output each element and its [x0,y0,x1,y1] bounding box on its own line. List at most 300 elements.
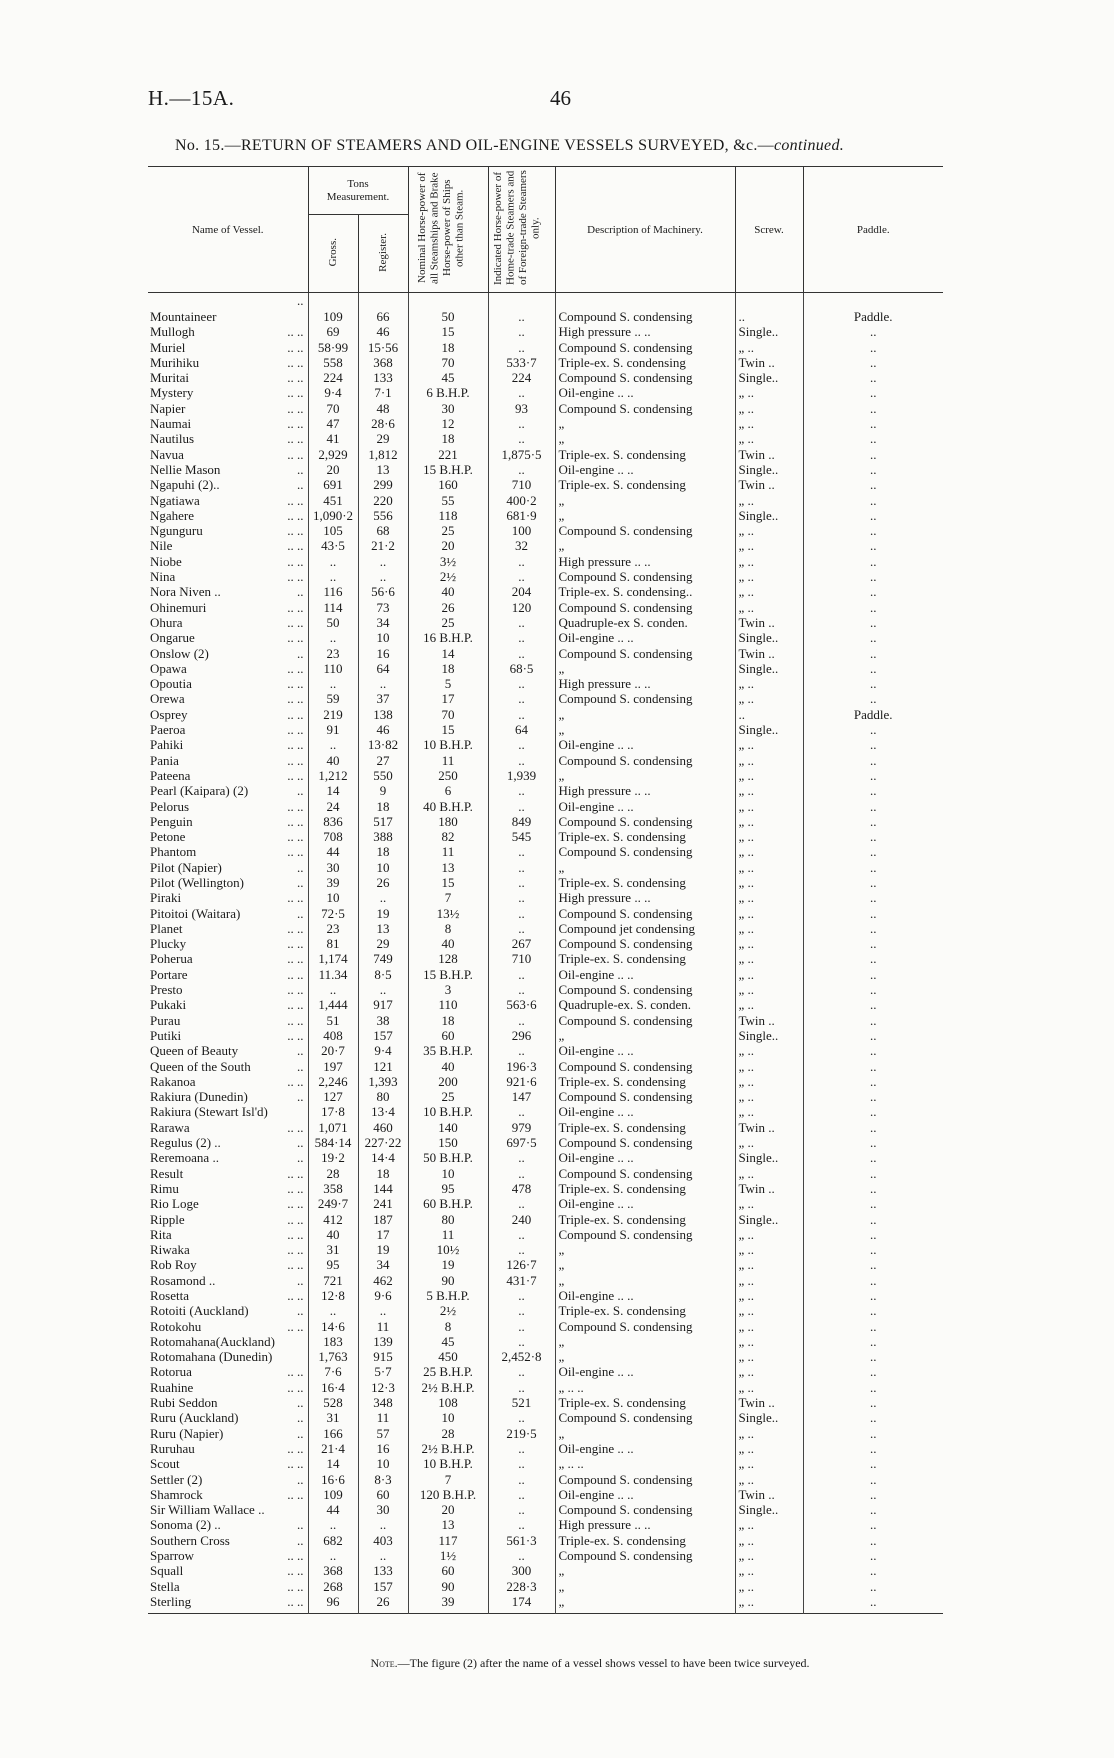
gross-tons: 408 [308,1028,358,1043]
screw-type: „ .. [735,890,803,905]
screw-type: „ .. [735,967,803,982]
register-tons: 9 [358,783,408,798]
machinery-description: Compound S. condensing [555,906,735,921]
screw-type: „ .. [735,1594,803,1614]
machinery-description: Compound S. condensing [555,1502,735,1517]
screw-type: „ .. [735,844,803,859]
register-tons: 73 [358,600,408,615]
indicated-hp: .. [488,554,555,569]
register-tons: 46 [358,324,408,339]
machinery-description: High pressure .. .. [555,676,735,691]
table-row [148,1517,943,1532]
vessel-name: Nautilus .. .. [150,431,304,447]
screw-type: „ .. [735,1089,803,1104]
indicated-hp: 431·7 [488,1273,555,1288]
indicated-hp: 100 [488,523,555,538]
vessel-name: Rosamond .. .. [150,1272,304,1288]
machinery-description: Compound S. condensing [555,401,735,416]
leader-dots: .. .. [287,1318,304,1334]
table-row [148,508,943,523]
gross-tons: 47 [308,416,358,431]
gross-tons: 40 [308,753,358,768]
paddle-type: .. [803,554,943,569]
register-tons: 121 [358,1059,408,1074]
paddle-type: .. [803,1380,943,1395]
register-tons: 19 [358,1242,408,1257]
leader-dots: .. .. [287,829,304,845]
screw-type: „ .. [735,1227,803,1242]
register-tons: 10 [358,860,408,875]
vessel-name: Ruru (Auckland) .. [150,1410,304,1426]
machinery-description: „ [555,1426,735,1441]
table-row [148,1150,943,1165]
table-row [148,737,943,752]
machinery-description: Compound S. condensing [555,293,735,325]
vessel-name: Ongarue .. .. [150,630,304,646]
machinery-description: Quadruple-ex. S. conden. [555,997,735,1012]
leader-dots: .. .. [287,354,304,370]
register-tons: 13 [358,921,408,936]
col-header-tons: Tons Measurement. [308,167,408,215]
machinery-description: Compound S. condensing [555,982,735,997]
machinery-description: Triple-ex. S. condensing [555,1120,735,1135]
machinery-description: Compound S. condensing [555,1319,735,1334]
screw-type: Single.. [735,1502,803,1517]
leader-dots: .. .. [287,1486,304,1502]
gross-tons: .. [308,737,358,752]
register-tons: 34 [358,615,408,630]
nominal-hp: 200 [408,1074,488,1089]
table-row [148,814,943,829]
table-row [148,829,943,844]
leader-dots: .. .. [287,722,304,738]
register-tons: 66 [358,293,408,325]
machinery-description: Triple-ex. S. condensing [555,951,735,966]
register-tons: 19 [358,906,408,921]
leader-dots: .. .. [287,890,304,906]
leader-dots: .. .. [287,324,304,340]
leader-dots: .. .. [287,1211,304,1227]
leader-dots: .. .. [287,1364,304,1380]
leader-dots: .. .. [287,676,304,692]
indicated-hp: 174 [488,1594,555,1614]
vessel-name: Rio Loge .. .. [150,1196,304,1212]
machinery-description: Oil-engine .. .. [555,1487,735,1502]
leader-dots: .. .. [287,1196,304,1212]
indicated-hp: 300 [488,1563,555,1578]
screw-type: „ .. [735,1548,803,1563]
indicated-hp: .. [488,1456,555,1471]
screw-type: „ .. [735,385,803,400]
vessel-name: Pelorus .. .. [150,798,304,814]
machinery-description: „ [555,1257,735,1272]
machinery-description: „ [555,860,735,875]
screw-type: .. [735,293,803,325]
indicated-hp: 561·3 [488,1533,555,1548]
screw-type: „ .. [735,600,803,615]
table-row [148,554,943,569]
vessel-name: Muritai .. .. [150,370,304,386]
vessel-name: Phantom .. .. [150,844,304,860]
machinery-description: Triple-ex. S. condensing [555,1303,735,1318]
screw-type: Twin .. [735,447,803,462]
indicated-hp: .. [488,982,555,997]
gross-tons: 44 [308,844,358,859]
vessel-name: Pahiki .. .. [150,737,304,753]
leader-dots: .. .. [287,1563,304,1579]
indicated-hp: 224 [488,370,555,385]
register-tons: 27 [358,753,408,768]
table-row [148,1242,943,1257]
nominal-hp: 12 [408,416,488,431]
table-row [148,1380,943,1395]
register-tons: 388 [358,829,408,844]
paddle-type: .. [803,936,943,951]
register-tons: .. [358,1517,408,1532]
vessel-name: Mystery .. .. [150,385,304,401]
paddle-type: .. [803,1517,943,1532]
paddle-type: .. [803,844,943,859]
paddle-type: .. [803,967,943,982]
screw-type: Single.. [735,508,803,523]
leader-dots: .. .. [287,844,304,860]
indicated-hp: 710 [488,951,555,966]
leader-dots: .. .. [287,997,304,1013]
vessel-name: Nora Niven .. .. [150,584,304,600]
table-row [148,768,943,783]
machinery-description: Oil-engine .. .. [555,1104,735,1119]
register-tons: 11 [358,1410,408,1425]
paddle-type: .. [803,1349,943,1364]
vessel-name: Rotoiti (Auckland) .. [150,1303,304,1319]
nominal-hp: 70 [408,355,488,370]
machinery-description: Compound jet condensing [555,921,735,936]
indicated-hp: .. [488,799,555,814]
paddle-type: .. [803,1288,943,1303]
gross-tons: .. [308,1517,358,1532]
table-row [148,707,943,722]
indicated-hp: 1,939 [488,768,555,783]
gross-tons: 40 [308,1227,358,1242]
vessel-name: Riwaka .. .. [150,1242,304,1258]
gross-tons: .. [308,630,358,645]
gross-tons: 31 [308,1242,358,1257]
vessel-name: Pilot (Wellington) .. [150,874,304,890]
nominal-hp: 128 [408,951,488,966]
register-tons: 46 [358,722,408,737]
page-number: 46 [550,86,571,110]
indicated-hp: 126·7 [488,1257,555,1272]
leader-dots: .. [297,1303,304,1319]
gross-tons: 127 [308,1089,358,1104]
gross-tons: 219 [308,707,358,722]
machinery-description: „ .. .. [555,1456,735,1471]
indicated-hp: .. [488,906,555,921]
nominal-hp: 39 [408,1594,488,1614]
indicated-hp: 710 [488,477,555,492]
leader-dots: .. [297,584,304,600]
vessel-name: Ngunguru .. .. [150,523,304,539]
register-tons: 18 [358,844,408,859]
leader-dots: .. .. [287,691,304,707]
machinery-description: „ [555,431,735,446]
gross-tons: 14·6 [308,1319,358,1334]
indicated-hp: 521 [488,1395,555,1410]
screw-type: „ .. [735,799,803,814]
machinery-description: Oil-engine .. .. [555,799,735,814]
gross-tons: 558 [308,355,358,370]
vessel-name: Rotomahana (Dunedin) [150,1349,273,1365]
machinery-description: Triple-ex. S. condensing [555,875,735,890]
screw-type: Twin .. [735,1181,803,1196]
nominal-hp: 2½ [408,1303,488,1318]
machinery-description: „ [555,1563,735,1578]
machinery-description: Triple-ex. S. condensing [555,1181,735,1196]
nominal-hp: 6 [408,783,488,798]
col-header-description: Description of Machinery. [555,167,735,293]
vessel-name: Opawa .. .. [150,660,304,676]
register-tons: 138 [358,707,408,722]
machinery-description: „ [555,1594,735,1614]
gross-tons: 110 [308,661,358,676]
gross-tons: .. [308,676,358,691]
nominal-hp: 45 [408,1334,488,1349]
screw-type: Twin .. [735,1487,803,1502]
paddle-type: .. [803,1028,943,1043]
leader-dots: .. .. [287,1257,304,1273]
leader-dots: .. .. [287,982,304,998]
gross-tons: 70 [308,401,358,416]
machinery-description: Compound S. condensing [555,370,735,385]
indicated-hp: .. [488,1472,555,1487]
leader-dots: .. .. [287,1226,304,1242]
screw-type: „ .. [735,737,803,752]
leader-dots: .. .. [287,1012,304,1028]
nominal-hp: 70 [408,707,488,722]
indicated-hp: .. [488,385,555,400]
paddle-type: .. [803,1120,943,1135]
col-header-gross: Gross. [308,215,358,293]
leader-dots: .. .. [287,767,304,783]
nominal-hp: 28 [408,1426,488,1441]
nominal-hp: 10 B.H.P. [408,1456,488,1471]
register-tons: 13·4 [358,1104,408,1119]
gross-tons: 1,090·2 [308,508,358,523]
screw-type: „ .. [735,982,803,997]
paddle-type: .. [803,1059,943,1074]
screw-type: „ .. [735,1426,803,1441]
nominal-hp: 19 [408,1257,488,1272]
table-row [148,1120,943,1135]
leader-dots: .. [297,1150,304,1166]
gross-tons: 19·2 [308,1150,358,1165]
screw-type: „ .. [735,1349,803,1364]
nominal-hp: 25 [408,1089,488,1104]
screw-type: Twin .. [735,1120,803,1135]
leader-dots: .. .. [287,813,304,829]
nominal-hp: 60 [408,1563,488,1578]
table-row [148,1319,943,1334]
gross-tons: 584·14 [308,1135,358,1150]
leader-dots: .. .. [287,1119,304,1135]
vessel-name: Naumai .. .. [150,416,304,432]
machinery-description: Compound S. condensing [555,691,735,706]
screw-type: „ .. [735,1257,803,1272]
nominal-hp: 60 [408,1028,488,1043]
nominal-hp: 18 [408,661,488,676]
leader-dots: .. .. [287,798,304,814]
machinery-description: Oil-engine .. .. [555,462,735,477]
screw-type: „ .. [735,431,803,446]
register-tons: 30 [358,1502,408,1517]
paddle-type: .. [803,477,943,492]
title-continued: continued. [773,137,845,154]
indicated-hp: .. [488,1043,555,1058]
table-row [148,401,943,416]
gross-tons: 1,174 [308,951,358,966]
indicated-hp: .. [488,1150,555,1165]
machinery-description: „ [555,538,735,553]
screw-type: „ .. [735,1380,803,1395]
indicated-hp: .. [488,1227,555,1242]
machinery-description: Quadruple-ex S. conden. [555,615,735,630]
table-row [148,722,943,737]
gross-tons: 59 [308,691,358,706]
register-tons: .. [358,982,408,997]
vessel-name: Mountaineer .. [150,293,304,324]
screw-type: Single.. [735,370,803,385]
vessel-name: Rotomahana(Auckland) [150,1333,275,1349]
machinery-description: „ .. .. [555,1380,735,1395]
leader-dots: .. .. [287,1456,304,1472]
gross-tons: 23 [308,646,358,661]
paddle-type: .. [803,508,943,523]
leader-dots: .. [297,1532,304,1548]
leader-dots: .. [297,874,304,890]
register-tons: 16 [358,1441,408,1456]
gross-tons: 109 [308,1487,358,1502]
table-row [148,1074,943,1089]
machinery-description: Oil-engine .. .. [555,1364,735,1379]
leader-dots: .. .. [287,1027,304,1043]
screw-type: „ .. [735,569,803,584]
table-row [148,355,943,370]
leader-dots: .. .. [287,706,304,722]
table-row [148,890,943,905]
nominal-hp: 15 B.H.P. [408,967,488,982]
register-tons: 9·6 [358,1288,408,1303]
machinery-description: Compound S. condensing [555,1135,735,1150]
table-row [148,569,943,584]
machinery-description: Triple-ex. S. condensing [555,1533,735,1548]
table-row [148,1273,943,1288]
machinery-description: Oil-engine .. .. [555,1441,735,1456]
col-header-register: Register. [358,215,408,293]
indicated-hp: .. [488,707,555,722]
table-row [148,1227,943,1242]
gross-tons: 44 [308,1502,358,1517]
indicated-hp: .. [488,1166,555,1181]
paddle-type: .. [803,1410,943,1425]
indicated-hp: 2,452·8 [488,1349,555,1364]
nominal-hp: 160 [408,477,488,492]
register-tons: 13·82 [358,737,408,752]
gross-tons: 2,246 [308,1074,358,1089]
register-tons: 57 [358,1426,408,1441]
leader-dots: .. .. [287,446,304,462]
paddle-type: .. [803,1104,943,1119]
paddle-type: .. [803,737,943,752]
nominal-hp: 221 [408,447,488,462]
table-row [148,982,943,997]
table-row [148,416,943,431]
machinery-description: Compound S. condensing [555,1089,735,1104]
gross-tons: 109 [308,293,358,325]
machinery-description: Compound S. condensing [555,523,735,538]
machinery-description: Compound S. condensing [555,1472,735,1487]
register-tons: 60 [358,1487,408,1502]
table-row [148,1104,943,1119]
indicated-hp: .. [488,676,555,691]
nominal-hp: 40 B.H.P. [408,799,488,814]
vessel-name: Rotorua .. .. [150,1364,304,1380]
table-row [148,1288,943,1303]
screw-type: „ .. [735,860,803,875]
screw-type: „ .. [735,538,803,553]
leader-dots: .. [297,1395,304,1411]
gross-tons: 368 [308,1563,358,1578]
register-tons: 915 [358,1349,408,1364]
leader-dots: .. .. [287,1379,304,1395]
table-row [148,1303,943,1318]
nominal-hp: 55 [408,493,488,508]
vessel-name: Result .. .. [150,1165,304,1181]
nominal-hp: 82 [408,829,488,844]
machinery-description: Triple-ex. S. condensing [555,1074,735,1089]
vessel-name: Pilot (Napier) .. [150,859,304,875]
table-row [148,370,943,385]
paddle-type: .. [803,1043,943,1058]
table-row [148,1410,943,1425]
machinery-description: „ [555,768,735,783]
vessel-name: Piraki .. .. [150,890,304,906]
screw-type: Single.. [735,1410,803,1425]
machinery-description: High pressure .. .. [555,324,735,339]
vessel-name: Pukaki .. .. [150,997,304,1013]
table-row [148,462,943,477]
vessel-name: Squall .. .. [150,1563,304,1579]
vessel-name: Mullogh .. .. [150,324,304,340]
table-row [148,1426,943,1441]
machinery-description: Compound S. condensing [555,1059,735,1074]
register-tons: 80 [358,1089,408,1104]
nominal-hp: 3½ [408,554,488,569]
vessel-name: Scout .. .. [150,1456,304,1472]
screw-type: „ .. [735,1303,803,1318]
leader-dots: .. [297,783,304,799]
screw-type: Single.. [735,462,803,477]
leader-dots: .. .. [287,538,304,554]
table-row [148,1548,943,1563]
leader-dots: .. .. [287,1288,304,1303]
register-tons: .. [358,569,408,584]
leader-dots: .. .. [287,951,304,967]
table-row [148,783,943,798]
nominal-hp: 450 [408,1349,488,1364]
leader-dots: .. [297,477,304,493]
indicated-hp: 228·3 [488,1579,555,1594]
machinery-description: Triple-ex. S. condensing [555,829,735,844]
